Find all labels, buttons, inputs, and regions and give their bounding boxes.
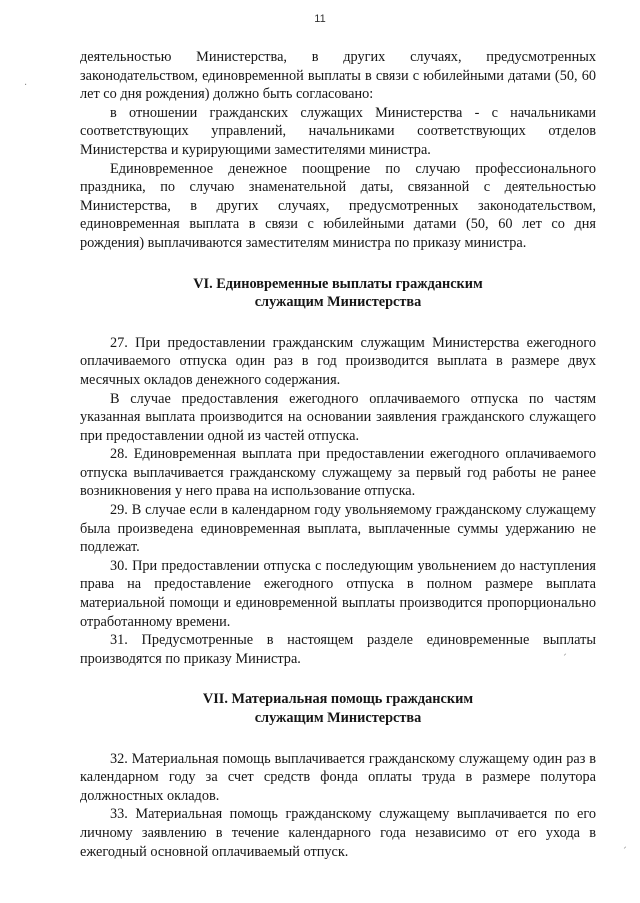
paragraph-33: 33. Материальная помощь гражданскому служащему выплачивается по его личному заявлению в течение календарного года независимо от его ухода в ежегодный основной оплачиваемый отпуск. — [80, 806, 596, 860]
section-7-heading — [80, 690, 596, 727]
paragraph-29: 29. В случае если в календарном году увольняемому гражданскому служащему была произведена единовременная выплата, выплаченные суммы удержанию не подлежат. — [80, 502, 596, 556]
scan-speck: · — [24, 80, 28, 91]
page-number: 11 — [314, 13, 326, 25]
document-body — [80, 48, 596, 861]
scan-speck: ˏ — [562, 645, 567, 656]
section-6-title-line-1: VI. Единовременные выплаты гражданским — [193, 275, 483, 292]
paragraph-27-b: В случае предоставления ежегодного оплачиваемого отпуска по частям указанная выплата производится на основании заявления гражданского служащего при предоставлении одной из частей отпуска. — [80, 390, 596, 444]
section-7-title-line-2: служащим Министерства — [254, 710, 422, 726]
paragraph-intro-2: в отношении гражданских служащих Министерства - с начальниками соответствующих управлений, начальниками соответствующих отделов Министерства и курирующими заместителями министра. — [80, 104, 596, 158]
paragraph-intro-3: Единовременное денежное поощрение по случаю профессионального праздника, по случаю знаменательной даты, связанной с деятельностью Министерства, в других случаях, предусмотренных законодательством, единовременная выплата в связи с юбилейными датами (50, 60 лет со дня рождения) выплачиваются заместителям министра по приказу министра. — [80, 160, 596, 251]
paragraph-32: 32. Материальная помощь выплачивается гражданскому служащему один раз в календарном году за счет средств фонда оплаты труда в размере полутора должностных окладов. — [80, 750, 596, 804]
paragraph-intro-1: деятельностью Министерства, в других случаях, предусмотренных законодательством, единовременной выплаты в связи с юбилейными датами (50, 60 лет со дня рождения) должно быть согласовано: — [80, 49, 596, 103]
scan-speck: ˏ — [622, 838, 627, 849]
section-6-title-line-2: служащим Министерства — [254, 294, 422, 311]
section-6-heading — [80, 275, 596, 312]
section-7-title-line-1: VII. Материальная помощь гражданским — [202, 691, 474, 708]
paragraph-28: 28. Единовременная выплата при предоставлении ежегодного оплачиваемого отпуска выплачивается гражданскому служащему за первый год работы не ранее возникновения у него права на использование отпуска. — [80, 446, 596, 500]
paragraph-31: 31. Предусмотренные в настоящем разделе единовременные выплаты производятся по приказу Министра. — [80, 632, 596, 667]
paragraph-27: 27. При предоставлении гражданским служащим Министерства ежегодного оплачиваемого отпуска один раз в год производится выплата в размере двух месячных окладов денежного содержания. — [80, 334, 596, 388]
paragraph-30: 30. При предоставлении отпуска с последующим увольнением до наступления права на предоставление ежегодного отпуска в полном размере выплата материальной помощи и единовременной выплаты производится пропорционально отработанному времени. — [80, 557, 596, 630]
